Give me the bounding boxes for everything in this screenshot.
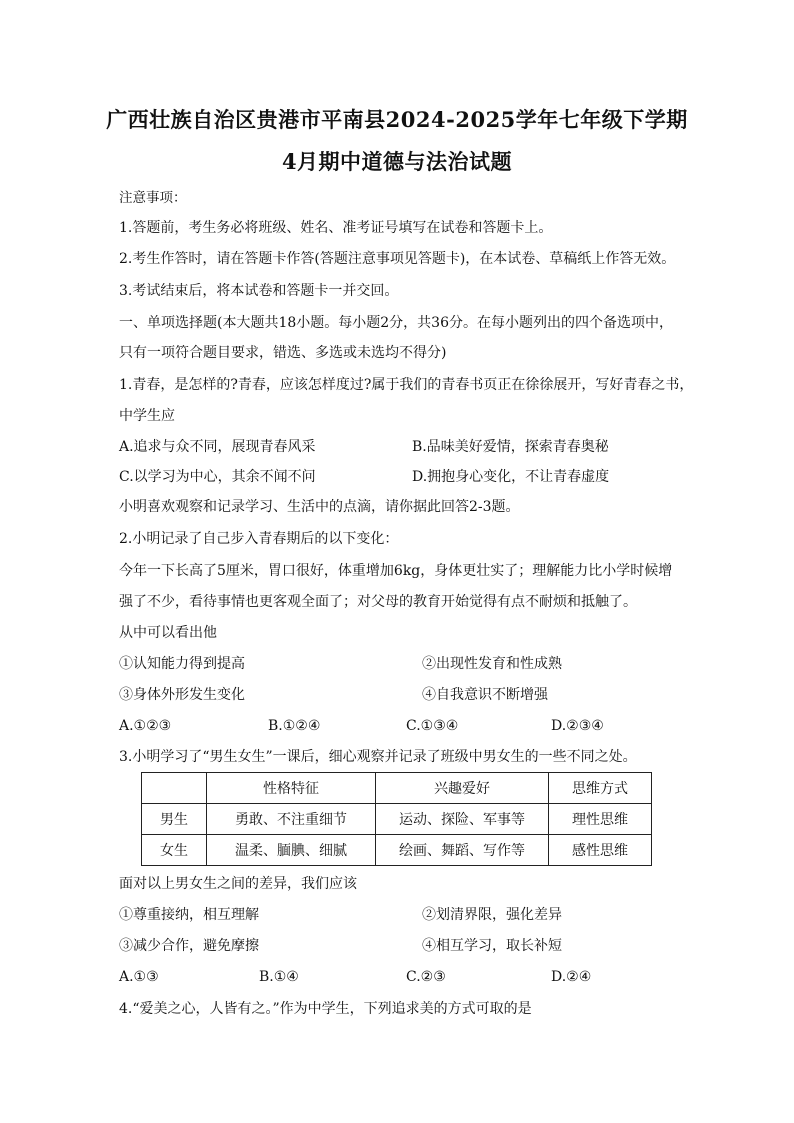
question-3-option-b: B.①④ — [259, 969, 299, 985]
table-cell: 绘画、舞蹈、写作等 — [376, 835, 549, 866]
table-cell: 勇敢、不注重细节 — [207, 804, 376, 835]
question-3-statement-4: ④相互学习，取长补短 — [422, 938, 562, 954]
question-2-material-line-2: 强了不少，看待事情也更客观全面了；对父母的教育开始觉得有点不耐烦和抵触了。 — [119, 594, 637, 610]
question-3-option-a: A.①③ — [119, 969, 159, 985]
question-1-option-b: B.品味美好爱情，探索青春奥秘 — [412, 439, 609, 455]
question-2-option-c: C.①③④ — [406, 718, 459, 734]
question-3-stem: 3.小明学习了“男生女生”一课后，细心观察并记录了班级中男女生的一些不同之处。 — [119, 749, 637, 765]
question-2-statement-4: ④自我意识不断增强 — [422, 687, 548, 703]
question-1-option-a: A.追求与众不同，展现青春风采 — [119, 439, 316, 455]
table-row — [142, 804, 652, 835]
question-1-option-c: C.以学习为中心，其余不闻不问 — [119, 469, 316, 485]
section-1-instructions-line-1: 一、单项选择题(本大题共18小题。每小题2分，共36分。在每小题列出的四个备选项中， — [119, 315, 673, 331]
exam-title-line-1: 广西壮族自治区贵港市平南县2024-2025学年七年级下学期 — [106, 107, 688, 132]
question-2-statement-3: ③身体外形发生变化 — [119, 687, 245, 703]
exam-title-line-2: 4月期中道德与法治试题 — [281, 149, 513, 174]
table-cell: 理性思维 — [549, 804, 652, 835]
question-2-material-line-1: 今年一下长高了5厘米，胃口很好，体重增加6kg，身体更壮实了；理解能力比小学时候增 — [119, 563, 673, 579]
question-3-option-d: D.②④ — [551, 969, 592, 985]
question-3-option-c: C.②③ — [406, 969, 446, 985]
notice-item-2: 2.考生作答时，请在答题卡作答(答题注意事项见答题卡)，在本试卷、草稿纸上作答无效。 — [119, 251, 676, 267]
table-header-cell: 兴趣爱好 — [376, 773, 549, 804]
table-header-row — [142, 773, 652, 804]
question-2-option-b: B.①②④ — [268, 718, 321, 734]
question-4-stem: 4.“爱美之心，人皆有之。”作为中学生，下列追求美的方式可取的是 — [119, 1001, 532, 1017]
question-3-statement-2: ②划清界限，强化差异 — [422, 907, 562, 923]
table-header-cell: 性格特征 — [207, 773, 376, 804]
question-2-statement-1: ①认知能力得到提高 — [119, 656, 245, 672]
question-3-statement-3: ③减少合作，避免摩擦 — [119, 938, 259, 954]
section-1-instructions-line-2: 只有一项符合题目要求，错选、多选或未选均不得分) — [119, 345, 447, 361]
question-1-stem-line-2: 中学生应 — [119, 408, 175, 424]
question-2-option-d: D.②③④ — [551, 718, 604, 734]
notice-item-1: 1.答题前，考生务必将班级、姓名、准考证号填写在试卷和答题卡上。 — [119, 220, 553, 236]
table-header-cell: 思维方式 — [549, 773, 652, 804]
question-2-ask: 从中可以看出他 — [119, 625, 217, 641]
question-2-option-a: A.①②③ — [119, 718, 172, 734]
table-cell: 温柔、腼腆、细腻 — [207, 835, 376, 866]
table-cell: 运动、探险、军事等 — [376, 804, 549, 835]
table-cell: 男生 — [142, 804, 207, 835]
question-1-stem-line-1: 1.青春，是怎样的?青春，应该怎样度过?属于我们的青春书页正在徐徐展开，写好青春之书， — [119, 377, 694, 393]
table-row — [142, 835, 652, 866]
question-2-stem: 2.小明记录了自己步入青春期后的以下变化： — [119, 531, 399, 547]
gender-comparison-table — [141, 772, 652, 866]
question-3-ask: 面对以上男女生之间的差异，我们应该 — [119, 876, 357, 892]
table-cell: 女生 — [142, 835, 207, 866]
notice-item-3: 3.考试结束后，将本试卷和答题卡一并交回。 — [119, 283, 399, 299]
question-1-option-d: D.拥抱身心变化，不让青春虚度 — [412, 469, 610, 485]
notice-heading: 注意事项： — [119, 190, 187, 206]
question-2-statement-2: ②出现性发育和性成熟 — [422, 656, 562, 672]
question-3-statement-1: ①尊重接纳，相互理解 — [119, 907, 259, 923]
material-intro: 小明喜欢观察和记录学习、生活中的点滴，请你据此回答2-3题。 — [119, 499, 520, 515]
table-cell: 感性思维 — [549, 835, 652, 866]
table-header-cell — [142, 773, 207, 804]
